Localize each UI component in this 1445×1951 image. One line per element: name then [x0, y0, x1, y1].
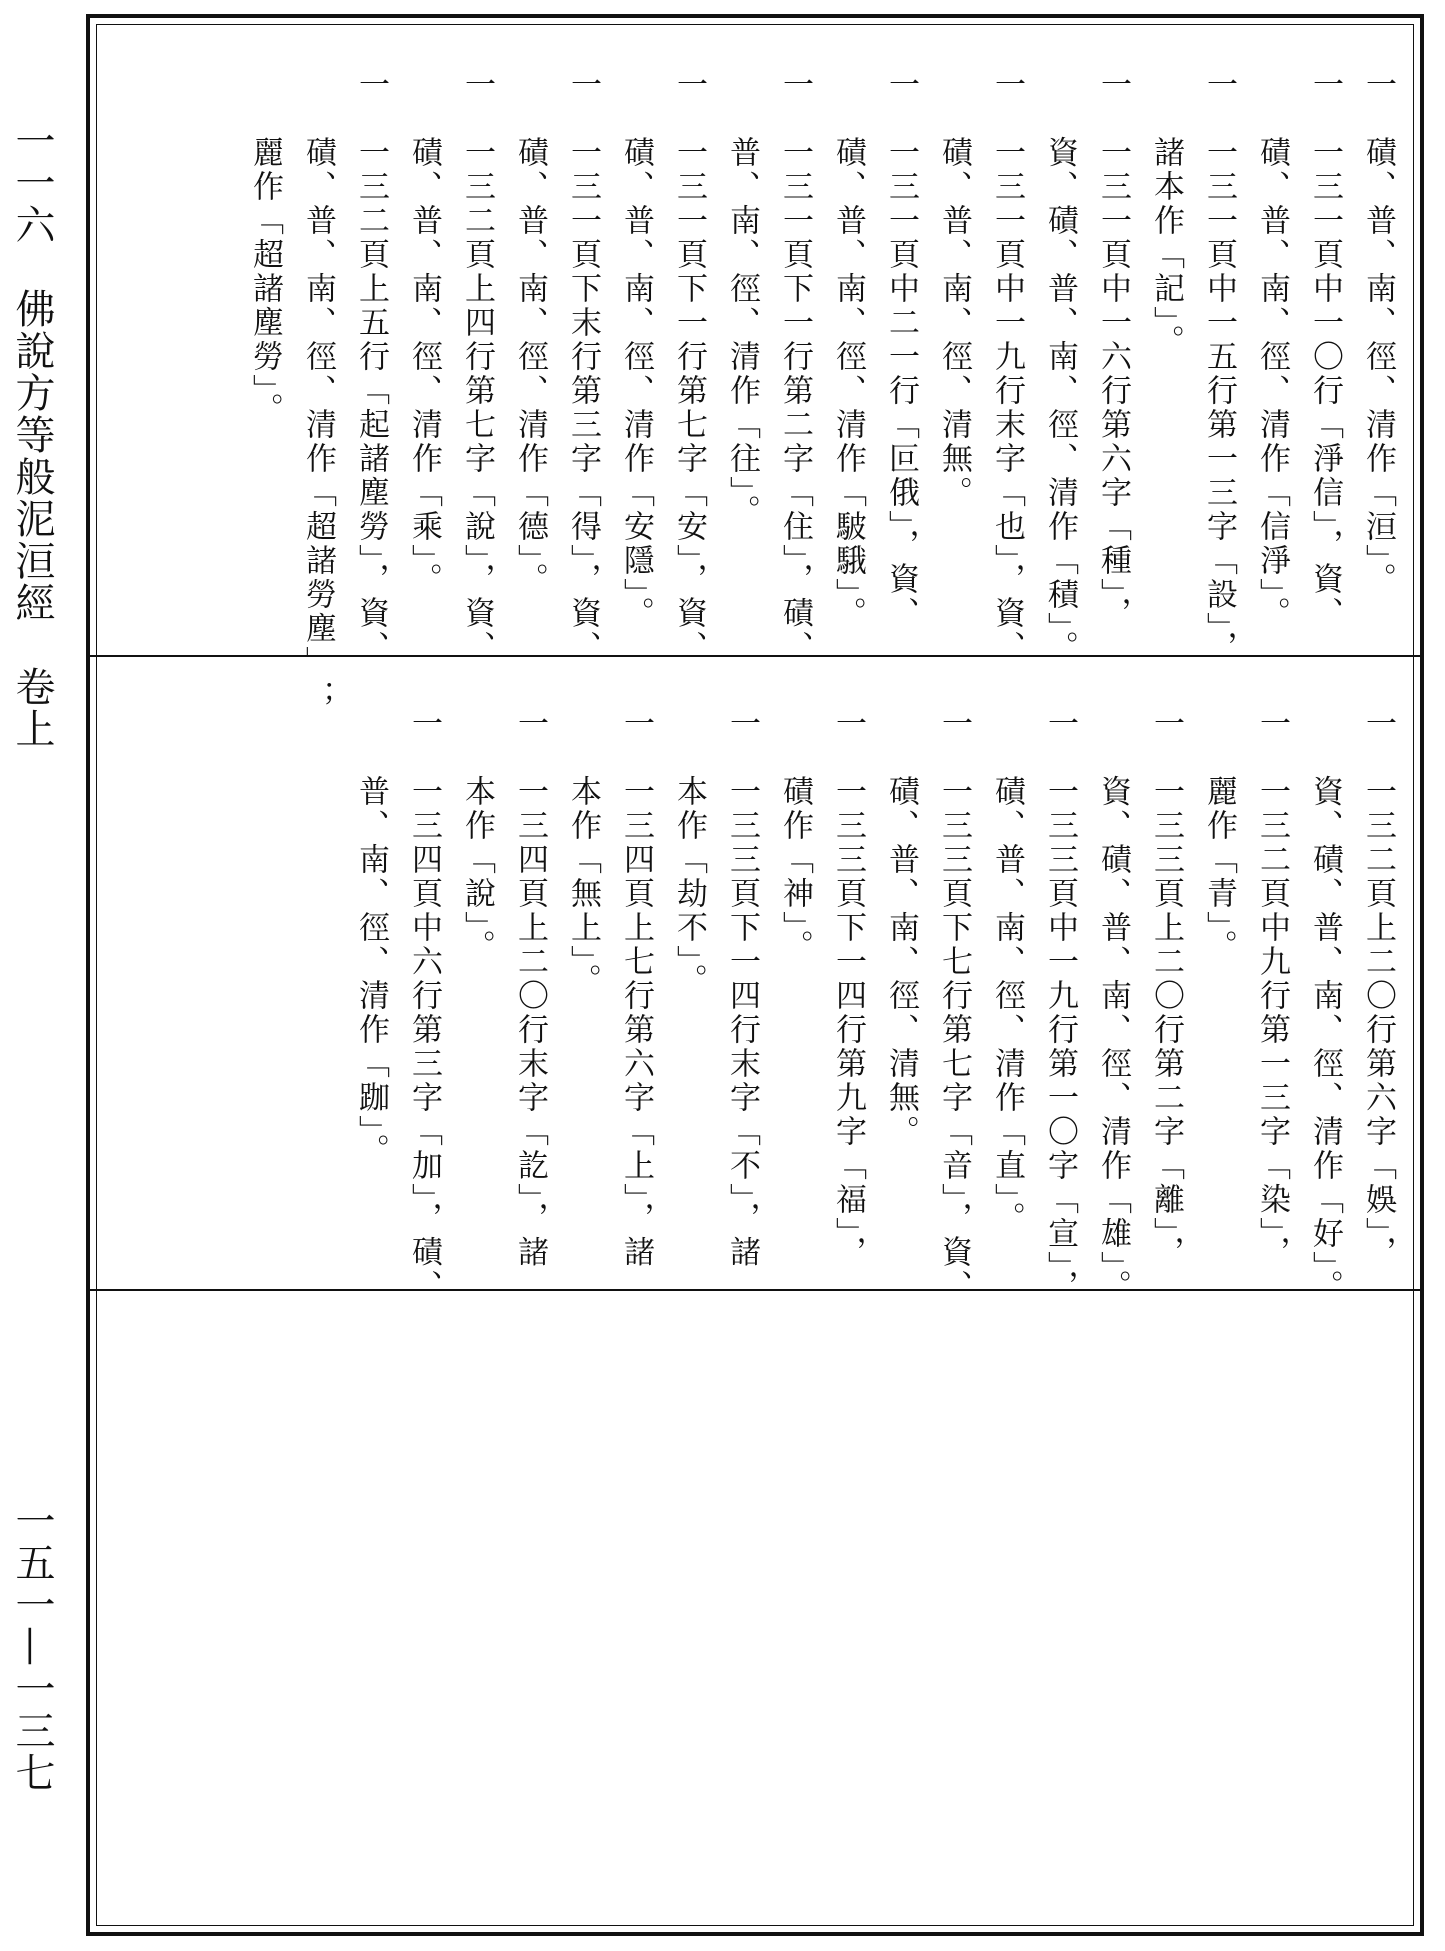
note-line: 一 一三二頁上五行「起諸塵勞」，資、	[353, 68, 389, 665]
note-line: 一 一三一頁下末行第三字「得」，資、	[565, 68, 601, 665]
note-line: 麗作「超諸塵勞」。	[247, 68, 283, 427]
note-line: 磧、普、南、徑、清作「乘」。	[406, 68, 442, 597]
note-line: 一 一三一頁中一五行第一三字「設」，	[1201, 68, 1237, 665]
note-line: 磧、普、南、徑、清無。	[883, 707, 919, 1149]
note-line: 本作「劫不」。	[671, 707, 707, 998]
note-line: 本作「無上」。	[565, 707, 601, 998]
note-line: 一 一三四頁上二〇行末字「訖」，諸	[512, 707, 548, 1270]
margin-title: 一一六 佛說方等般泥洹經 卷上	[9, 120, 55, 750]
note-line: 一 一三三頁下一四行第九字「福」，	[830, 707, 866, 1270]
note-line: 麗作「青」。	[1201, 707, 1237, 964]
note-line: 一 一三一頁下一行第七字「安」，資、	[671, 68, 707, 665]
note-line: 一 一三一頁中一〇行「淨信」，資、	[1307, 68, 1343, 631]
note-line: 磧、普、南、徑、清作「德」。	[512, 68, 548, 597]
middle-band	[90, 657, 1420, 1304]
note-line: 一 一三四頁中六行第三字「加」，磧、	[406, 707, 442, 1304]
margin-page-number: 一五一—一三七	[9, 1500, 55, 1794]
note-line: 資、磧、普、南、徑、清作「雄」。	[1095, 707, 1131, 1304]
note-line: 磧、普、南、徑、清作「直」。	[989, 707, 1025, 1236]
note-line: 普、南、徑、清作「跏」。	[353, 707, 389, 1168]
note-line: 磧作「神」。	[777, 707, 813, 964]
note-line: 一 一三一頁中一九行末字「也」，資、	[989, 68, 1025, 665]
top-band	[90, 18, 1420, 714]
note-line: 一 一三一頁中一六行第六字「種」，	[1095, 68, 1131, 631]
note-line: 一 磧、普、南、徑、清作「洹」。	[1360, 68, 1396, 597]
note-line: 資、磧、普、南、徑、清作「好」。	[1307, 707, 1343, 1304]
note-line: 資、磧、普、南、徑、清作「積」。	[1042, 68, 1078, 665]
note-line: 磧、普、南、徑、清無。	[936, 68, 972, 510]
note-line: 一 一三四頁上七行第六字「上」，諸	[618, 707, 654, 1270]
note-line: 一 一三三頁上二〇行第二字「離」，	[1148, 707, 1184, 1270]
note-line: 一 一三二頁中九行第一三字「染」，	[1254, 707, 1290, 1270]
note-line: 一 一三三頁下一四行末字「不」，諸	[724, 707, 760, 1270]
note-line: 一 一三二頁上二〇行第六字「娛」，	[1360, 707, 1396, 1270]
note-line: 磧、普、南、徑、清作「駊騀」。	[830, 68, 866, 631]
note-line: 一 一三一頁下一行第二字「住」，磧、	[777, 68, 813, 665]
note-line: 一 一三二頁上四行第七字「說」，資、	[459, 68, 495, 665]
note-line: 磧、普、南、徑、清作「信淨」。	[1254, 68, 1290, 631]
page-frame	[86, 14, 1424, 1936]
note-line: 磧、普、南、徑、清作「超諸勞塵」；	[300, 68, 336, 714]
note-line: 普、南、徑、清作「往」。	[724, 68, 760, 529]
note-line: 磧、普、南、徑、清作「安隱」。	[618, 68, 654, 631]
note-line: 本作「說」。	[459, 707, 495, 964]
note-line: 一 一三三頁中一九行第一〇字「宣」，	[1042, 707, 1078, 1304]
note-line: 諸本作「記」。	[1148, 68, 1184, 359]
note-line: 一 一三一頁中二一行「叵俄」，資、	[883, 68, 919, 631]
bottom-band-empty	[90, 1291, 1420, 1932]
note-line: 一 一三三頁下七行第七字「音」，資、	[936, 707, 972, 1304]
